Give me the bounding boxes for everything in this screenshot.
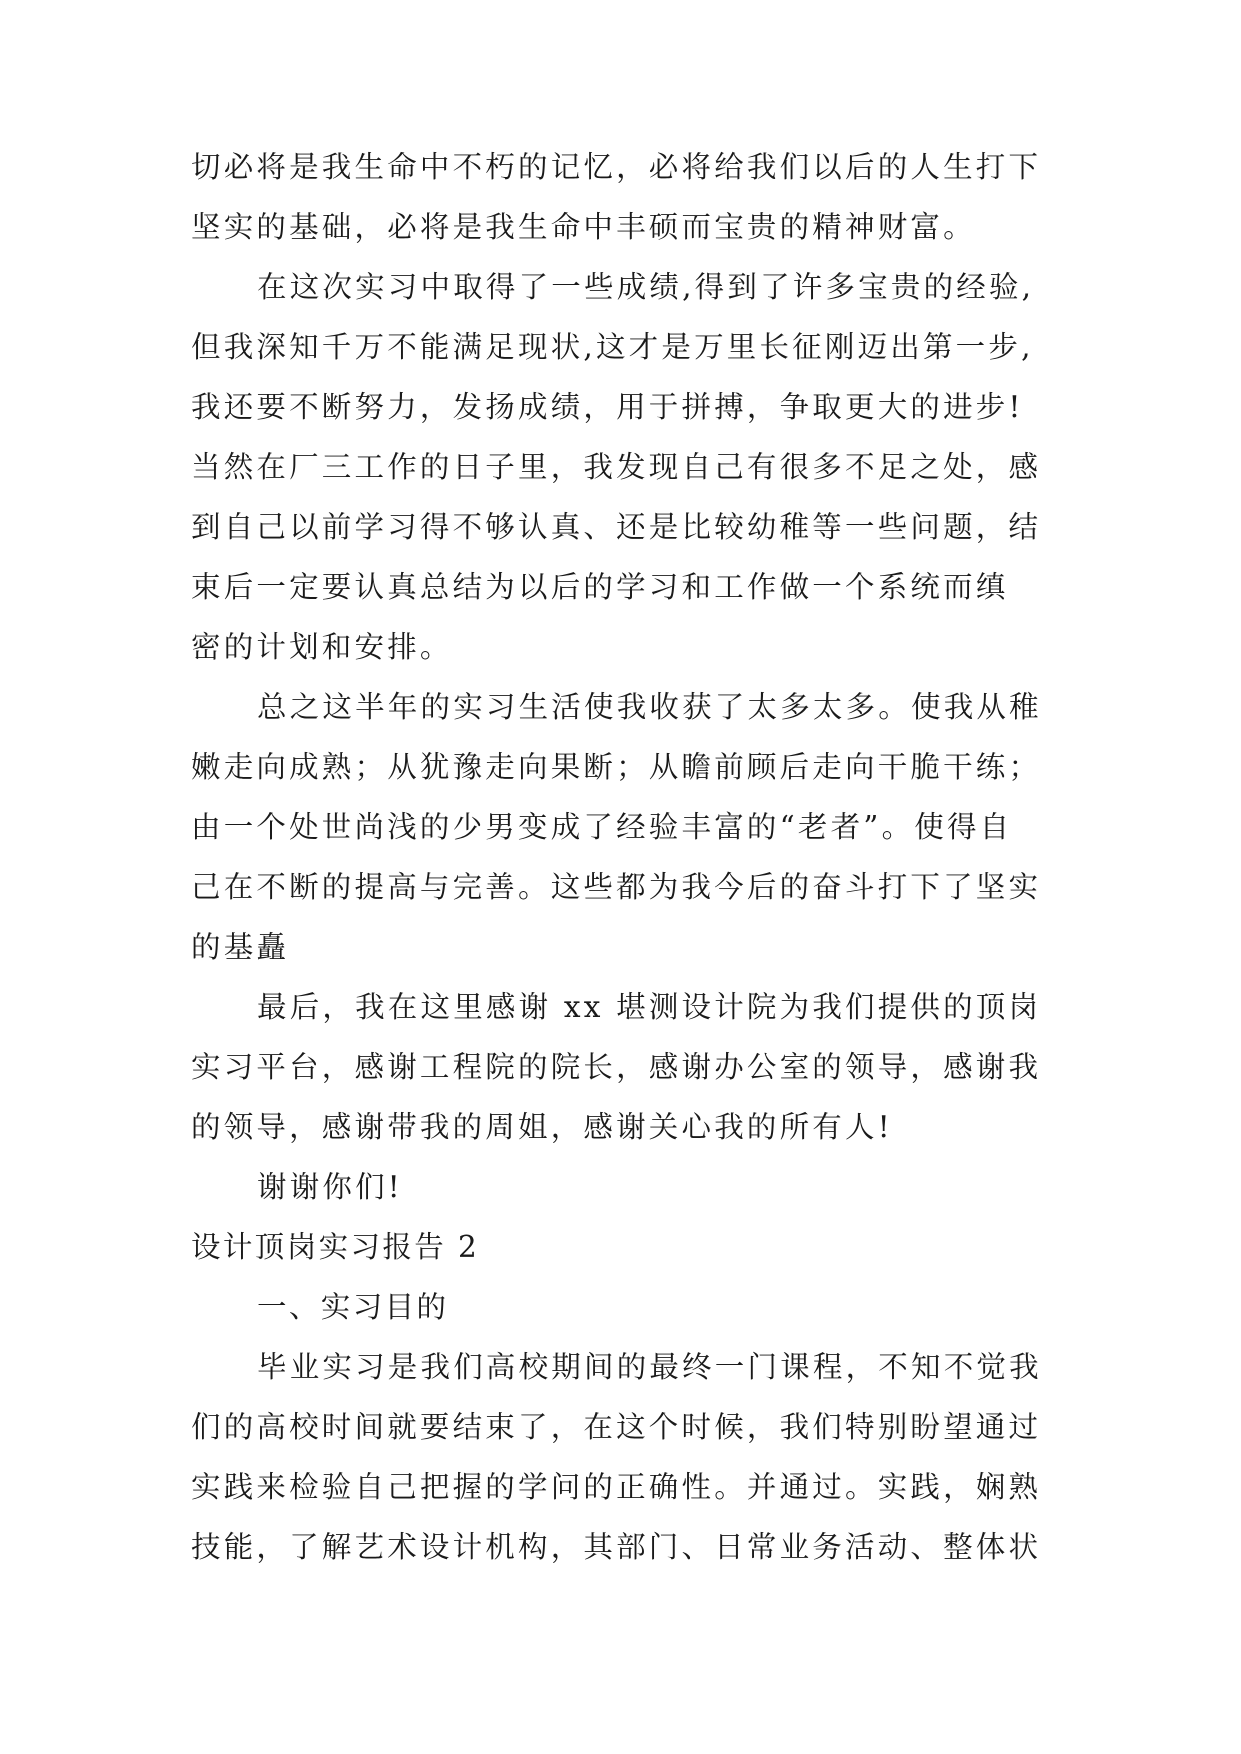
text-line: 技能，了解艺术设计机构，其部门、日常业务活动、整体状 [191,1530,1042,1564]
text-line: 的基矗 [191,930,290,964]
subsection-heading: 一、实习目的 [257,1290,449,1324]
paragraph-start-line: 在这次实习中取得了一些成绩,得到了许多宝贵的经验, [257,270,1035,304]
paragraph-start-line: 谢谢你们! [257,1170,403,1204]
text-line: 密的计划和安排。 [191,630,453,664]
paragraph-start-line: 总之这半年的实习生活使我收获了太多太多。使我从稚 [257,690,1042,724]
text-line: 实习平台，感谢工程院的院长，感谢办公室的领导，感谢我 [191,1050,1042,1084]
text-line: 束后一定要认真总结为以后的学习和工作做一个系统而缜 [191,570,1009,604]
text-line: 的领导，感谢带我的周姐，感谢关心我的所有人! [191,1110,893,1144]
text-line: 我还要不断努力，发扬成绩，用于拼搏，争取更大的进步! [191,390,1024,424]
text-line: 由一个处世尚浅的少男变成了经验丰富的“老者”。使得自 [191,810,1013,844]
section-heading: 设计顶岗实习报告 2 [191,1230,480,1264]
text-line: 嫩走向成熟；从犹豫走向果断；从瞻前顾后走向干脆干练； [191,750,1042,784]
text-line: 到自己以前学习得不够认真、还是比较幼稚等一些问题，结 [191,510,1042,544]
text-line: 但我深知千万不能满足现状,这才是万里长征刚迈出第一步, [191,330,1034,364]
text-line: 当然在厂三工作的日子里，我发现自己有很多不足之处，感 [191,450,1042,484]
text-line: 己在不断的提高与完善。这些都为我今后的奋斗打下了坚实 [191,870,1042,904]
paragraph-start-line: 毕业实习是我们高校期间的最终一门课程，不知不觉我 [257,1350,1042,1384]
text-line: 切必将是我生命中不朽的记忆，必将给我们以后的人生打下 [191,150,1042,184]
text-line: 坚实的基础，必将是我生命中丰硕而宝贵的精神财富。 [191,210,976,244]
text-line: 实践来检验自己把握的学问的正确性。并通过。实践，娴熟 [191,1470,1042,1504]
text-line: 们的高校时间就要结束了，在这个时候，我们特别盼望通过 [191,1410,1042,1444]
paragraph-start-line: 最后，我在这里感谢 xx 堪测设计院为我们提供的顶岗 [257,990,1042,1024]
